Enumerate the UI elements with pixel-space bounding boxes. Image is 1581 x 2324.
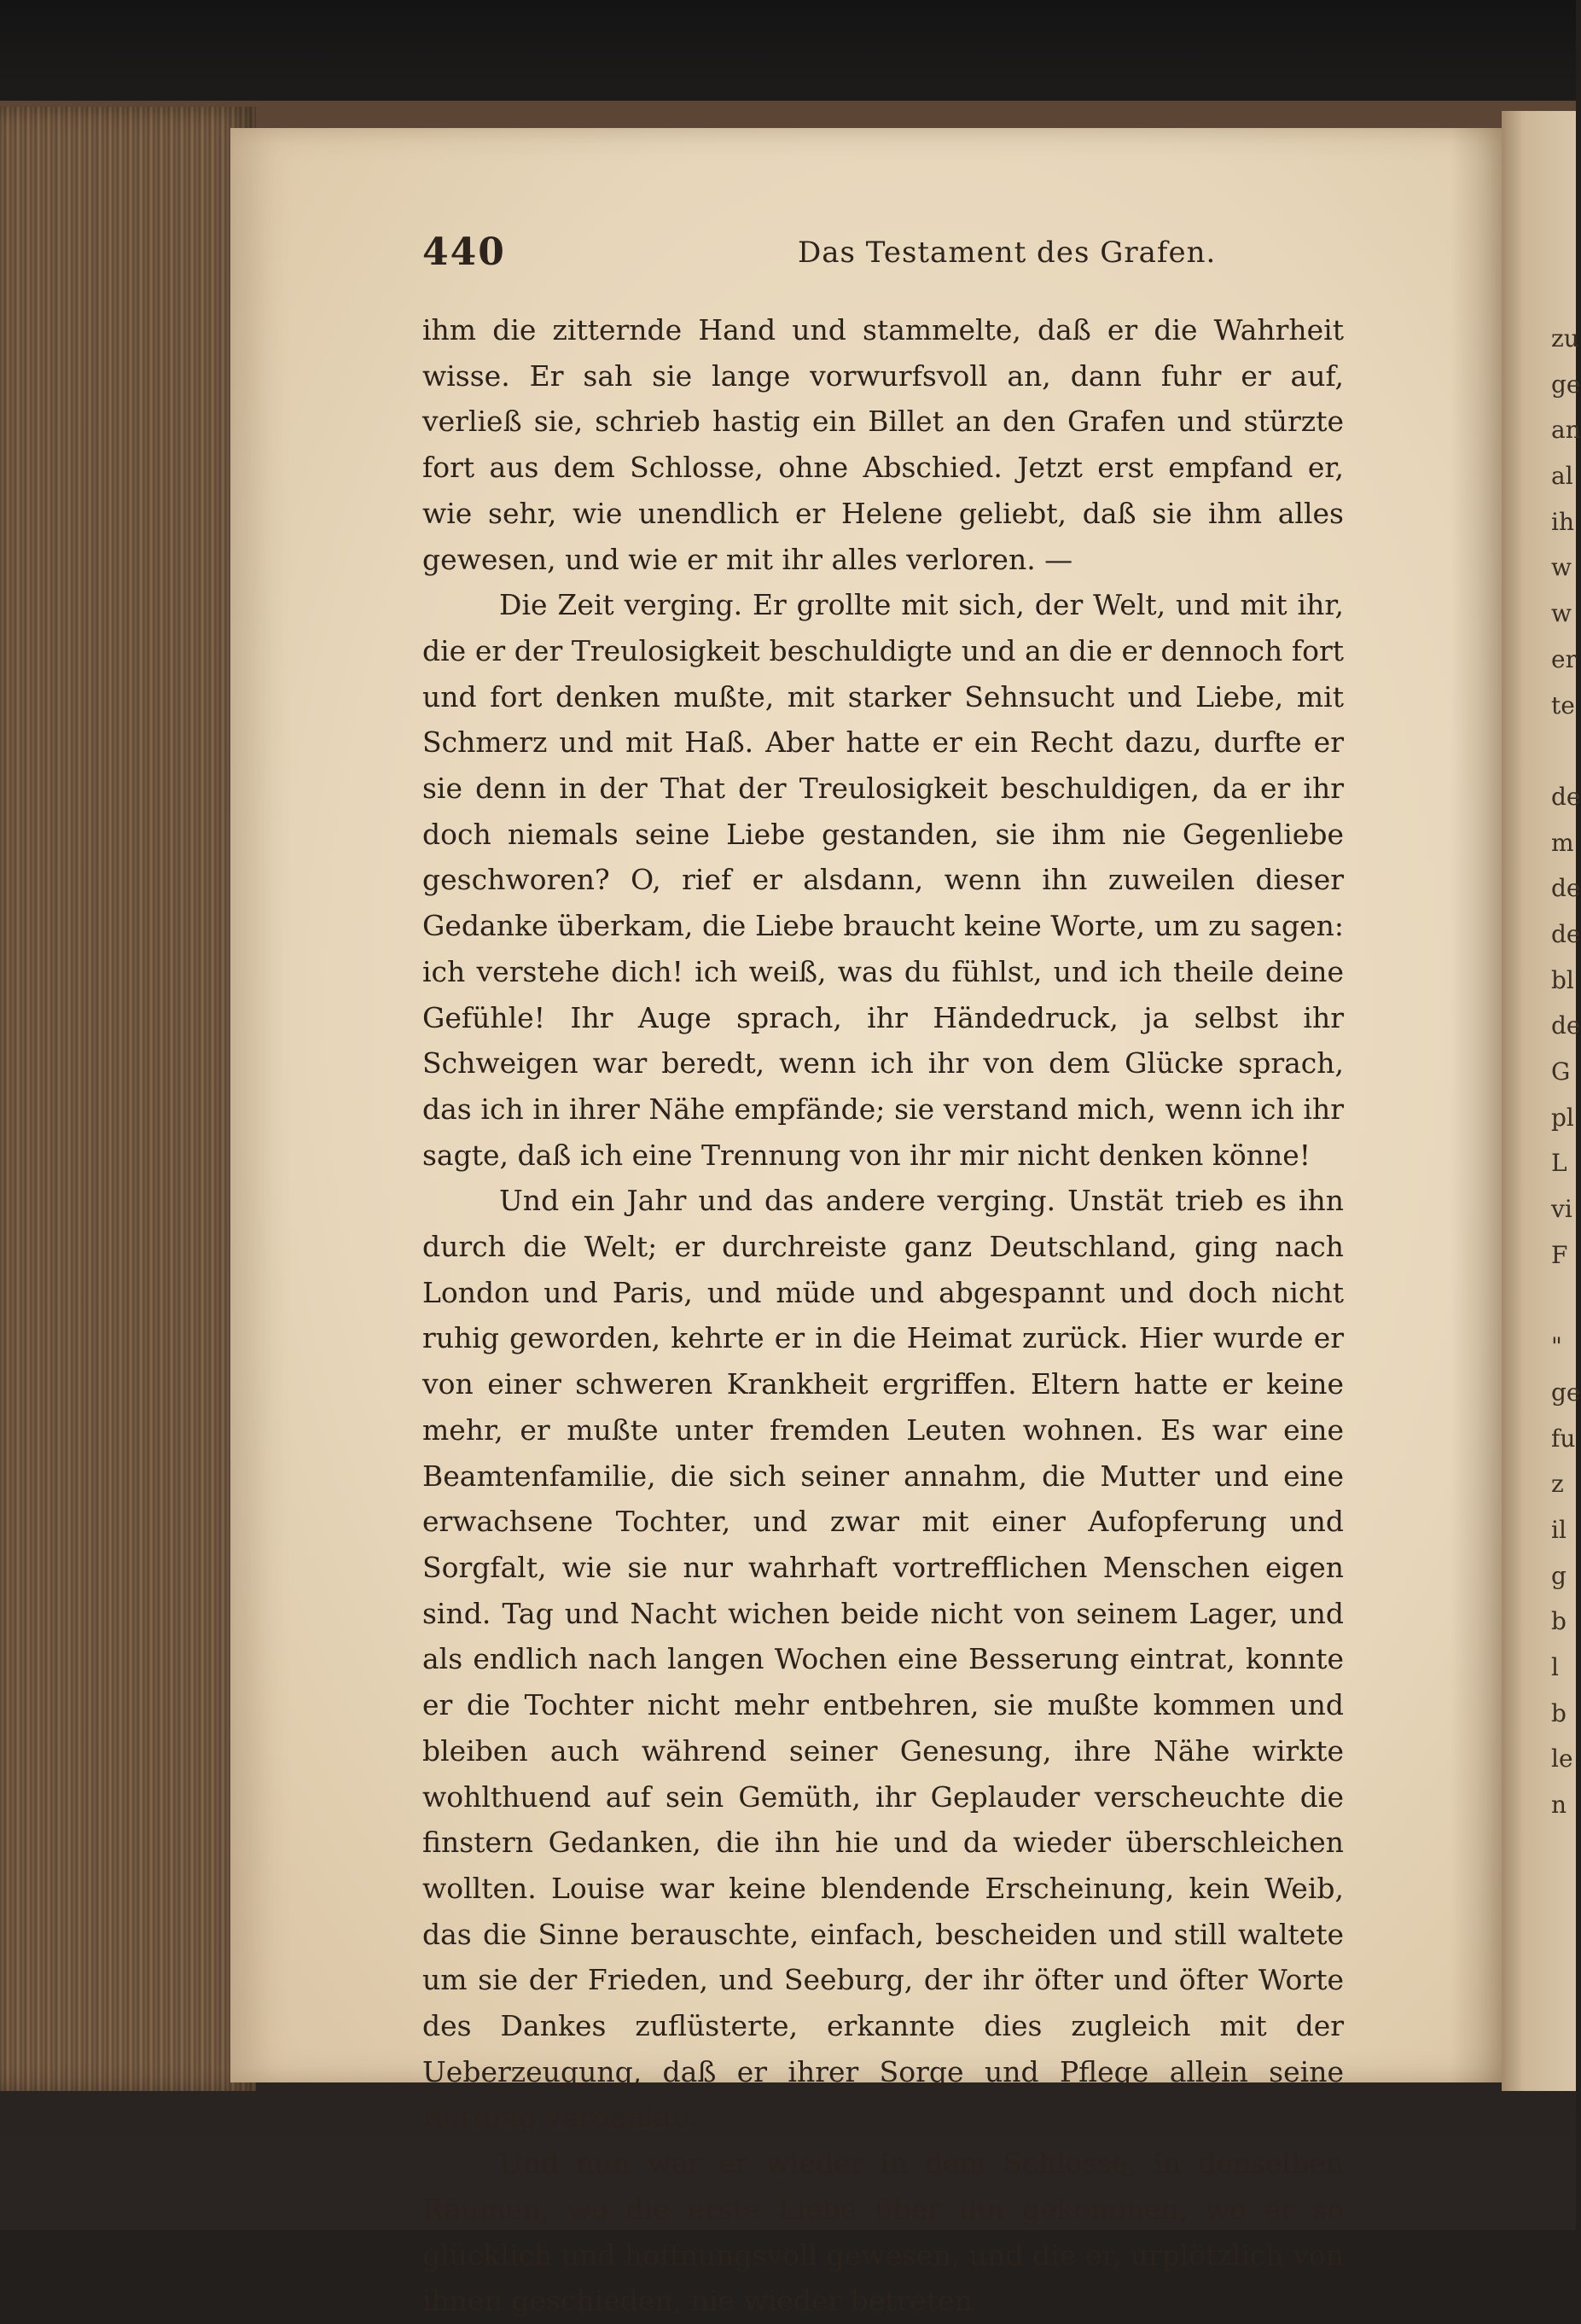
facing-page-fragment: de bbox=[1551, 782, 1581, 811]
facing-page-fragment: ge bbox=[1551, 1378, 1581, 1407]
facing-page-fragment: pl bbox=[1551, 1103, 1574, 1132]
left-page-stack bbox=[0, 107, 256, 2091]
facing-page-fragment: w bbox=[1551, 553, 1572, 582]
facing-page-fragment: an bbox=[1551, 416, 1581, 445]
facing-page-fragment: g bbox=[1551, 1561, 1566, 1590]
running-title: Das Testament des Grafen. bbox=[798, 236, 1217, 270]
facing-page-fragment: w bbox=[1551, 599, 1572, 628]
facing-page-fragment: n bbox=[1551, 1791, 1567, 1819]
facing-page-fragment: vi bbox=[1551, 1195, 1572, 1224]
facing-page-fragment: bl bbox=[1551, 965, 1574, 994]
facing-page-fragment: L bbox=[1551, 1149, 1567, 1178]
paragraph-1: ihm die zitternde Hand und stammelte, daß er die Wahrheit wisse. Er sah sie lange vorwurfsvoll an, dann fuhr er auf, verließ sie, schrieb hastig ein Billet an den Grafen und stürzte fort aus dem Schlosse, ohne Abschied. Jetzt erst empfand er, wie sehr, wie unendlich er Helene geliebt, daß sie ihm alles gewesen, und wie er mit ihr alles verloren. — bbox=[422, 313, 1344, 576]
page-number: 440 bbox=[422, 230, 506, 274]
gutter-shadow bbox=[1450, 128, 1502, 2082]
book-page bbox=[230, 128, 1502, 2318]
facing-page-fragment: ge bbox=[1551, 370, 1581, 399]
facing-page-fragment: te bbox=[1551, 690, 1575, 719]
facing-page-fragment: le bbox=[1551, 1744, 1573, 1774]
facing-page-fragment: al bbox=[1551, 462, 1573, 491]
facing-page-fragment: il bbox=[1551, 1515, 1566, 1544]
facing-page-fragment: F bbox=[1551, 1240, 1568, 1269]
facing-page-fragment: b bbox=[1551, 1607, 1566, 1636]
facing-page-fragment: " bbox=[1551, 1332, 1562, 1361]
page-header bbox=[422, 230, 1344, 282]
facing-page-fragment: ih bbox=[1551, 507, 1574, 536]
facing-page-fragment: er bbox=[1551, 644, 1577, 673]
facing-page-fragment: de bbox=[1551, 1011, 1581, 1040]
facing-page-fragment: zu bbox=[1551, 324, 1579, 352]
facing-page-text-fragments bbox=[1551, 316, 1581, 1828]
facing-page-fragment: m bbox=[1551, 828, 1574, 857]
facing-page-fragment: de bbox=[1551, 919, 1581, 948]
facing-page-fragment: de bbox=[1551, 874, 1581, 903]
facing-page-fragment: b bbox=[1551, 1698, 1566, 1727]
body-text bbox=[422, 307, 1344, 2324]
paragraph-3: Und ein Jahr und das andere verging. Unstät trieb es ihn durch die Welt; er durchreiste ganz Deutschland, ging nach London und Paris, und müde und abgespannt und doch nicht ruhig geworden, kehrte er in die Heimat zurück. Hier wurde er von einer schweren Krankheit ergriffen. Eltern hatte er keine mehr, er mußte unter fremden Leuten wohnen. Es war eine Beamtenfamilie, die sich seiner annahm, die Mutter und eine erwachsene Tochter, und zwar mit einer Aufopferung und Sorgfalt, wie sie nur wahrhaft vortrefflichen Menschen eigen sind. Tag und Nacht wichen beide nicht von seinem Lager, und als endlich nach langen Wochen eine Besserung eintrat, konnte er die Tochter nicht mehr entbehren, sie mußte kommen und bleiben auch während seiner Genesung, ihre Nähe wirkte wohlthuend auf sein Gemüth, ihr Geplauder verscheuchte die finstern Gedanken, die ihn hie und da wieder überschleichen wollten. Louise war keine blendende Erscheinung, kein Weib, das die Sinne berauschte, einfach, bescheiden und still waltete um sie der Frieden, und Seeburg, der ihr öfter und öfter Worte des Dankes zuflüsterte, erkannte dies zugleich mit der Ueberzeugung, daß er ihrer Sorge und Pflege allein seine Rettung verdankte. bbox=[422, 1184, 1344, 2135]
facing-page-fragment: G bbox=[1551, 1057, 1571, 1086]
facing-page-fragment: l bbox=[1551, 1652, 1559, 1681]
facing-page-fragment: z bbox=[1551, 1470, 1564, 1499]
facing-page-fragment bbox=[1551, 1278, 1575, 1324]
facing-page-fragment bbox=[1551, 728, 1575, 774]
facing-page-fragment: fu bbox=[1551, 1424, 1576, 1453]
paragraph-2: Die Zeit verging. Er grollte mit sich, der Welt, und mit ihr, die er der Treulosigkeit beschuldigte und an die er dennoch fort und fort denken mußte, mit starker Sehnsucht und Liebe, mit Schmerz und mit Haß. Aber hatte er ein Recht dazu, durfte er sie denn in der That der Treulosigkeit beschuldigen, da er ihr doch niemals seine Liebe gestanden, sie ihm nie Gegenliebe geschworen? O, rief er alsdann, wenn ihn zuweilen dieser Gedanke überkam, die Liebe braucht keine Worte, um zu sagen: ich verstehe dich! ich weiß, was du fühlst, und ich theile deine Gefühle! Ihr Auge sprach, ihr Händedruck, ja selbst ihr Schweigen war beredt, wenn ich ihr von dem Glücke sprach, das ich in ihrer Nähe empfände; sie verstand mich, wenn ich ihr sagte, daß ich eine Trennung von ihr mir nicht denken könne! bbox=[422, 588, 1344, 1172]
paragraph-4: Und nun war er wieder in dem Schlosse, in denselben Räumen, wo die erste Liebe über ihn gekommen, wo er so glücklich und hoffnungsvoll gewesen, und die er, urplötzlich von ihnen geschieden, nie wieder betreten bbox=[422, 2146, 1344, 2318]
